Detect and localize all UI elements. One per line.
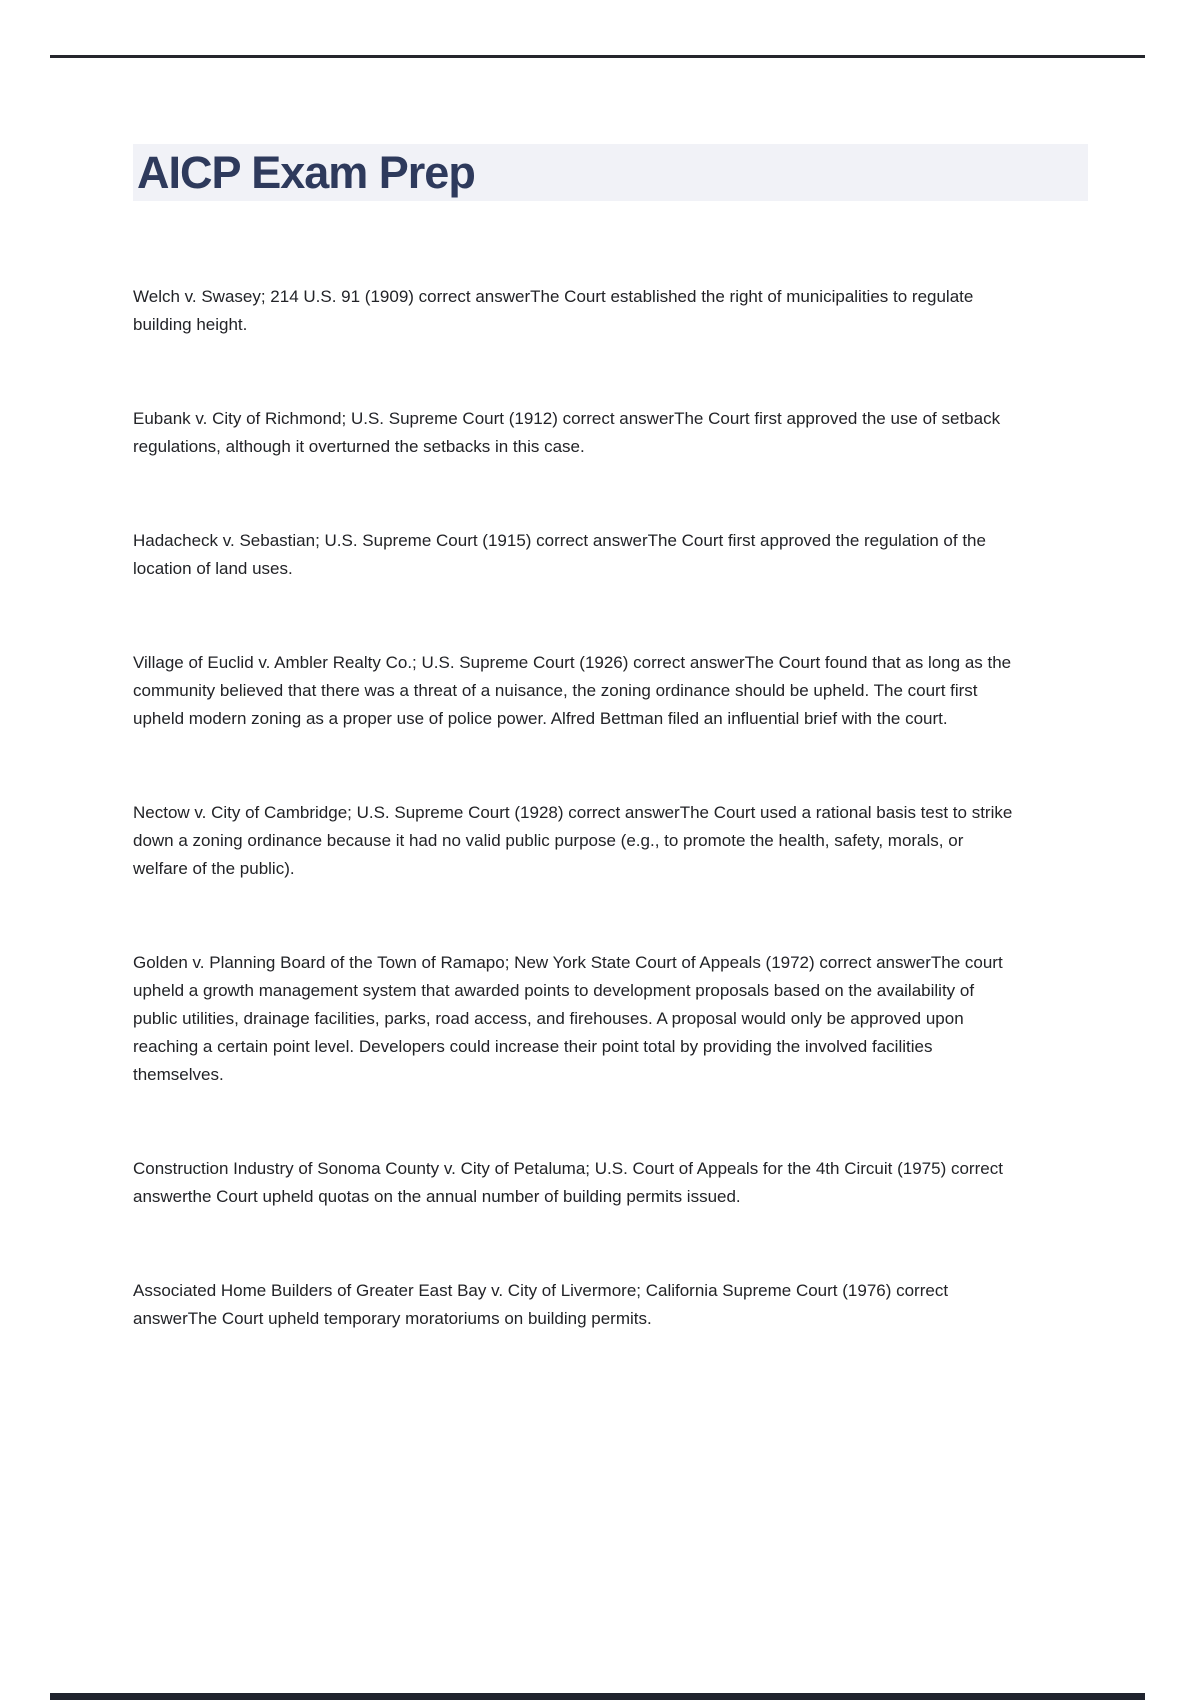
flashcard-paragraph: Welch v. Swasey; 214 U.S. 91 (1909) correct answerThe Court established the right of municipalities to regulate building height. bbox=[133, 287, 974, 334]
flashcard-paragraph: Associated Home Builders of Greater East Bay v. City of Livermore; California Supreme Court (1976) correct answerThe Court upheld temporary moratoriums on building permits. bbox=[133, 1281, 949, 1328]
page-title: AICP Exam Prep bbox=[137, 147, 475, 198]
flashcard-list bbox=[133, 283, 1013, 1399]
flashcard-paragraph: Hadacheck v. Sebastian; U.S. Supreme Court (1915) correct answerThe Court first approved the regulation of the location of land uses. bbox=[133, 531, 986, 578]
flashcard-paragraph: Construction Industry of Sonoma County v. City of Petaluma; U.S. Court of Appeals for the 4th Circuit (1975) correct answerthe Court upheld quotas on the annual number of building permits issued. bbox=[133, 1159, 1003, 1206]
flashcard-paragraph: Village of Euclid v. Ambler Realty Co.; U.S. Supreme Court (1926) correct answerThe Court found that as long as the community believed that there was a threat of a nuisance, the zoning ordinance should be upheld. The court first upheld modern zoning as a proper use of police power. Alfred Bettman filed an influential brief with the court. bbox=[133, 653, 1012, 728]
flashcard-paragraph: Golden v. Planning Board of the Town of Ramapo; New York State Court of Appeals (1972) correct answerThe court upheld a growth management system that awarded points to development proposals based on the availability of public utilities, drainage facilities, parks, road access, and firehouses. A proposal would only be approved upon reaching a certain point level. Developers could increase their point total by providing the involved facilities themselves. bbox=[133, 953, 1003, 1084]
title-highlight-bar bbox=[133, 144, 1088, 201]
footer-bar bbox=[50, 1693, 1145, 1700]
top-horizontal-rule bbox=[50, 55, 1145, 58]
flashcard-paragraph: Eubank v. City of Richmond; U.S. Supreme Court (1912) correct answerThe Court first approved the use of setback regulations, although it overturned the setbacks in this case. bbox=[133, 409, 1001, 456]
flashcard-paragraph: Nectow v. City of Cambridge; U.S. Supreme Court (1928) correct answerThe Court used a rational basis test to strike down a zoning ordinance because it had no valid public purpose (e.g., to promote the health, safety, morals, or welfare of the public). bbox=[133, 803, 1013, 878]
